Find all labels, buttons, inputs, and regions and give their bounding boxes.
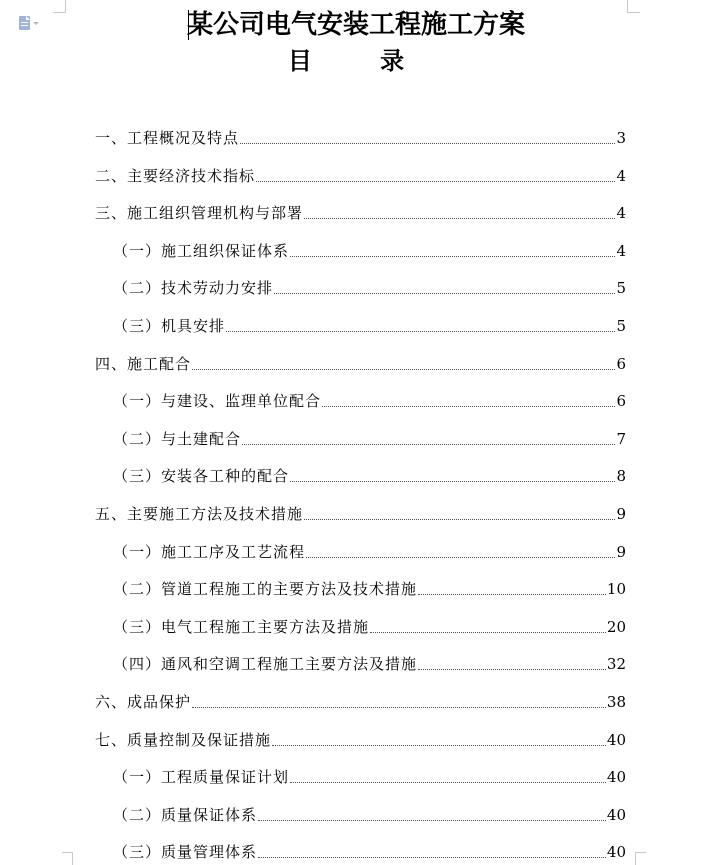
toc-dot-leader <box>272 744 606 746</box>
toc-page-number: 38 <box>606 693 626 711</box>
toc-entry[interactable] <box>113 652 626 674</box>
toc-entry[interactable] <box>113 765 626 787</box>
toc-page-number: 10 <box>606 580 626 599</box>
toc-dot-leader <box>322 405 615 407</box>
toc-dot-leader <box>370 631 606 633</box>
toc-entry-label: （三）机具安排 <box>113 317 226 335</box>
toc-dot-leader <box>274 292 615 294</box>
toc-dot-leader <box>418 668 606 670</box>
toc-entry[interactable] <box>113 427 626 449</box>
toc-page-number: 8 <box>616 467 626 486</box>
toc-entry-label: 六、成品保护 <box>95 693 192 711</box>
toc-dot-leader <box>304 217 615 219</box>
toc-dot-leader <box>290 255 615 257</box>
toc-page-number: 4 <box>616 241 626 260</box>
toc-page-number: 9 <box>616 505 626 523</box>
toc-dot-leader <box>240 142 615 144</box>
toc-entry[interactable] <box>113 540 626 562</box>
toc-entry-label: 一、工程概况及特点 <box>95 129 240 147</box>
toc-page-number: 32 <box>606 655 626 674</box>
toc-entry[interactable] <box>113 803 626 825</box>
toc-dot-leader <box>258 856 606 858</box>
toc-entry[interactable] <box>95 352 626 374</box>
toc-entry[interactable] <box>113 464 626 486</box>
toc-entry[interactable] <box>113 239 626 261</box>
toc-entry[interactable] <box>113 389 626 411</box>
toc-entry-label: 四、施工配合 <box>95 354 192 373</box>
toc-entry[interactable] <box>113 276 626 298</box>
toc-dot-leader <box>192 368 615 370</box>
toc-entry-label: 二、主要经济技术指标 <box>95 166 256 185</box>
toc-entry-label: （二）质量保证体系 <box>113 805 258 824</box>
toc-entry-label: （一）施工组织保证体系 <box>113 241 290 260</box>
toc-entry-label: 七、质量控制及保证措施 <box>95 730 272 749</box>
toc-page-number: 4 <box>616 166 626 185</box>
toc-entry-label: （一）施工工序及工艺流程 <box>113 542 306 561</box>
toc-entry-label: （一）工程质量保证计划 <box>113 768 290 787</box>
toc-page-number: 6 <box>616 354 626 373</box>
toc-dot-leader <box>306 556 615 558</box>
toc-heading[interactable]: 目 录 <box>287 46 435 75</box>
toc-entry[interactable] <box>113 840 626 862</box>
toc-entry[interactable] <box>113 314 626 336</box>
toc-entry-label: （一）与建设、监理单位配合 <box>113 392 322 411</box>
toc-page-number: 40 <box>606 805 626 824</box>
toc-entry-label: （四）通风和空调工程施工主要方法及措施 <box>113 655 418 674</box>
toc-entry-label: （二）技术劳动力安排 <box>113 279 274 298</box>
toc-entry-label: 五、主要施工方法及技术措施 <box>95 505 304 523</box>
document-title[interactable]: 某公司电气安装工程施工方案 <box>186 10 525 40</box>
toc-dot-leader <box>418 593 606 595</box>
toc-page-number: 9 <box>616 542 626 561</box>
toc-page-number: 4 <box>616 204 626 223</box>
toc-entry[interactable] <box>113 577 626 599</box>
toc-entry[interactable] <box>95 728 626 750</box>
toc-page-number: 3 <box>616 129 626 147</box>
toc-entry[interactable] <box>95 201 626 223</box>
toc-page-number: 40 <box>606 730 626 749</box>
toc-entry-label: （三）安装各工种的配合 <box>113 467 290 486</box>
toc-page-number: 40 <box>606 768 626 787</box>
toc-page-number: 40 <box>606 843 626 862</box>
toc-entry[interactable] <box>95 126 626 148</box>
toc-dot-leader <box>258 819 606 821</box>
toc-entry-label: （三）电气工程施工主要方法及措施 <box>113 617 370 636</box>
toc-entry-label: （三）质量管理体系 <box>113 843 258 862</box>
toc-page-number: 5 <box>616 279 626 298</box>
toc-page-number: 7 <box>616 429 626 448</box>
toc-dot-leader <box>256 180 615 182</box>
toc-entry[interactable] <box>95 164 626 186</box>
toc-entry-label: 三、施工组织管理机构与部署 <box>95 204 304 223</box>
toc-dot-leader <box>226 330 615 332</box>
toc-page-number: 20 <box>606 617 626 636</box>
toc-entry-label: （二）管道工程施工的主要方法及技术措施 <box>113 580 418 599</box>
toc-entry[interactable] <box>95 690 626 712</box>
toc-dot-leader <box>290 781 606 783</box>
toc-entry[interactable] <box>95 502 626 524</box>
toc-page-number: 5 <box>616 317 626 335</box>
toc-dot-leader <box>304 518 615 520</box>
toc-dot-leader <box>192 706 606 708</box>
toc-dot-leader <box>242 443 615 445</box>
toc-dot-leader <box>290 480 615 482</box>
toc-entry-label: （二）与土建配合 <box>113 429 242 448</box>
toc-entry[interactable] <box>113 615 626 637</box>
toc-page-number: 6 <box>616 392 626 411</box>
